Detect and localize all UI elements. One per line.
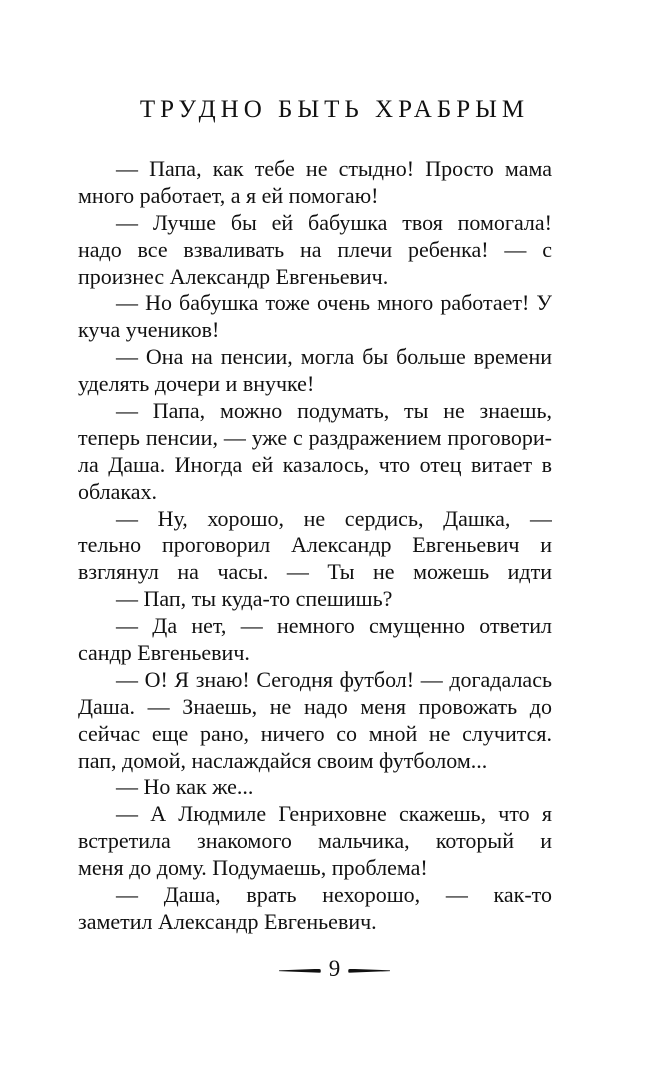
text-line: пап, домой, наслаждайся своим футболом... <box>78 747 488 773</box>
text-line: — Даша, врать нехорошо, — как-то <box>116 882 552 908</box>
body-text <box>78 156 552 936</box>
page-number: 9 <box>328 956 341 981</box>
text-line: — Да нет, — немного смущенно ответил <box>116 613 552 639</box>
text-line: — Лучше бы ей бабушка твоя помогала! <box>116 209 552 235</box>
running-head: ТРУДНО БЫТЬ ХРАБРЫМ <box>139 96 530 123</box>
text-line: ла Даша. Иногда ей казалось, что отец витает в <box>78 451 552 477</box>
text-line: — Но как же... <box>116 774 254 800</box>
text-line: облаках. <box>78 478 158 504</box>
text-line: — Пап, ты куда-то спешишь? <box>116 586 393 612</box>
text-line: — Папа, можно подумать, ты не знаешь, <box>116 398 552 424</box>
text-line: сейчас еще рано, ничего со мной не случится. <box>78 720 552 746</box>
right-ornament-icon <box>348 969 390 973</box>
left-ornament-icon <box>279 969 321 973</box>
text-line: уделять дочери и внучке! <box>78 371 315 397</box>
text-line: Даша. — Знаешь, не надо меня провожать до <box>78 693 552 719</box>
text-line: встретила знакомого мальчика, который и <box>78 828 552 854</box>
page-number-footer <box>0 954 669 984</box>
text-line: меня до дому. Подумаешь, проблема! <box>78 855 428 881</box>
text-line: много работает, а я ей помогаю! <box>78 182 379 208</box>
text-line: произнес Александр Евгеньевич. <box>78 263 389 289</box>
text-line: сандр Евгеньевич. <box>78 640 250 666</box>
text-line: куча учеников! <box>78 317 220 343</box>
text-line: взглянул на часы. — Ты не можешь идти <box>78 559 552 585</box>
text-line: — Ну, хорошо, не сердись, Дашка, — <box>116 505 552 531</box>
text-line: надо все взваливать на плечи ребенка! — с <box>78 236 552 262</box>
text-line: — Но бабушка тоже очень много работает! У <box>116 290 552 316</box>
text-line: тельно проговорил Александр Евгеньевич и <box>78 532 552 558</box>
text-line: заметил Александр Евгеньевич. <box>78 908 377 934</box>
text-line: — Она на пенсии, могла бы больше времени <box>116 344 552 370</box>
text-line: — О! Я знаю! Сегодня футбол! — догадалась <box>116 666 552 692</box>
text-line: — А Людмиле Генриховне скажешь, что я <box>116 801 552 827</box>
text-line: — Папа, как тебе не стыдно! Просто мама <box>116 156 552 181</box>
text-line: теперь пенсии, — уже с раздражением проговори- <box>78 424 552 450</box>
